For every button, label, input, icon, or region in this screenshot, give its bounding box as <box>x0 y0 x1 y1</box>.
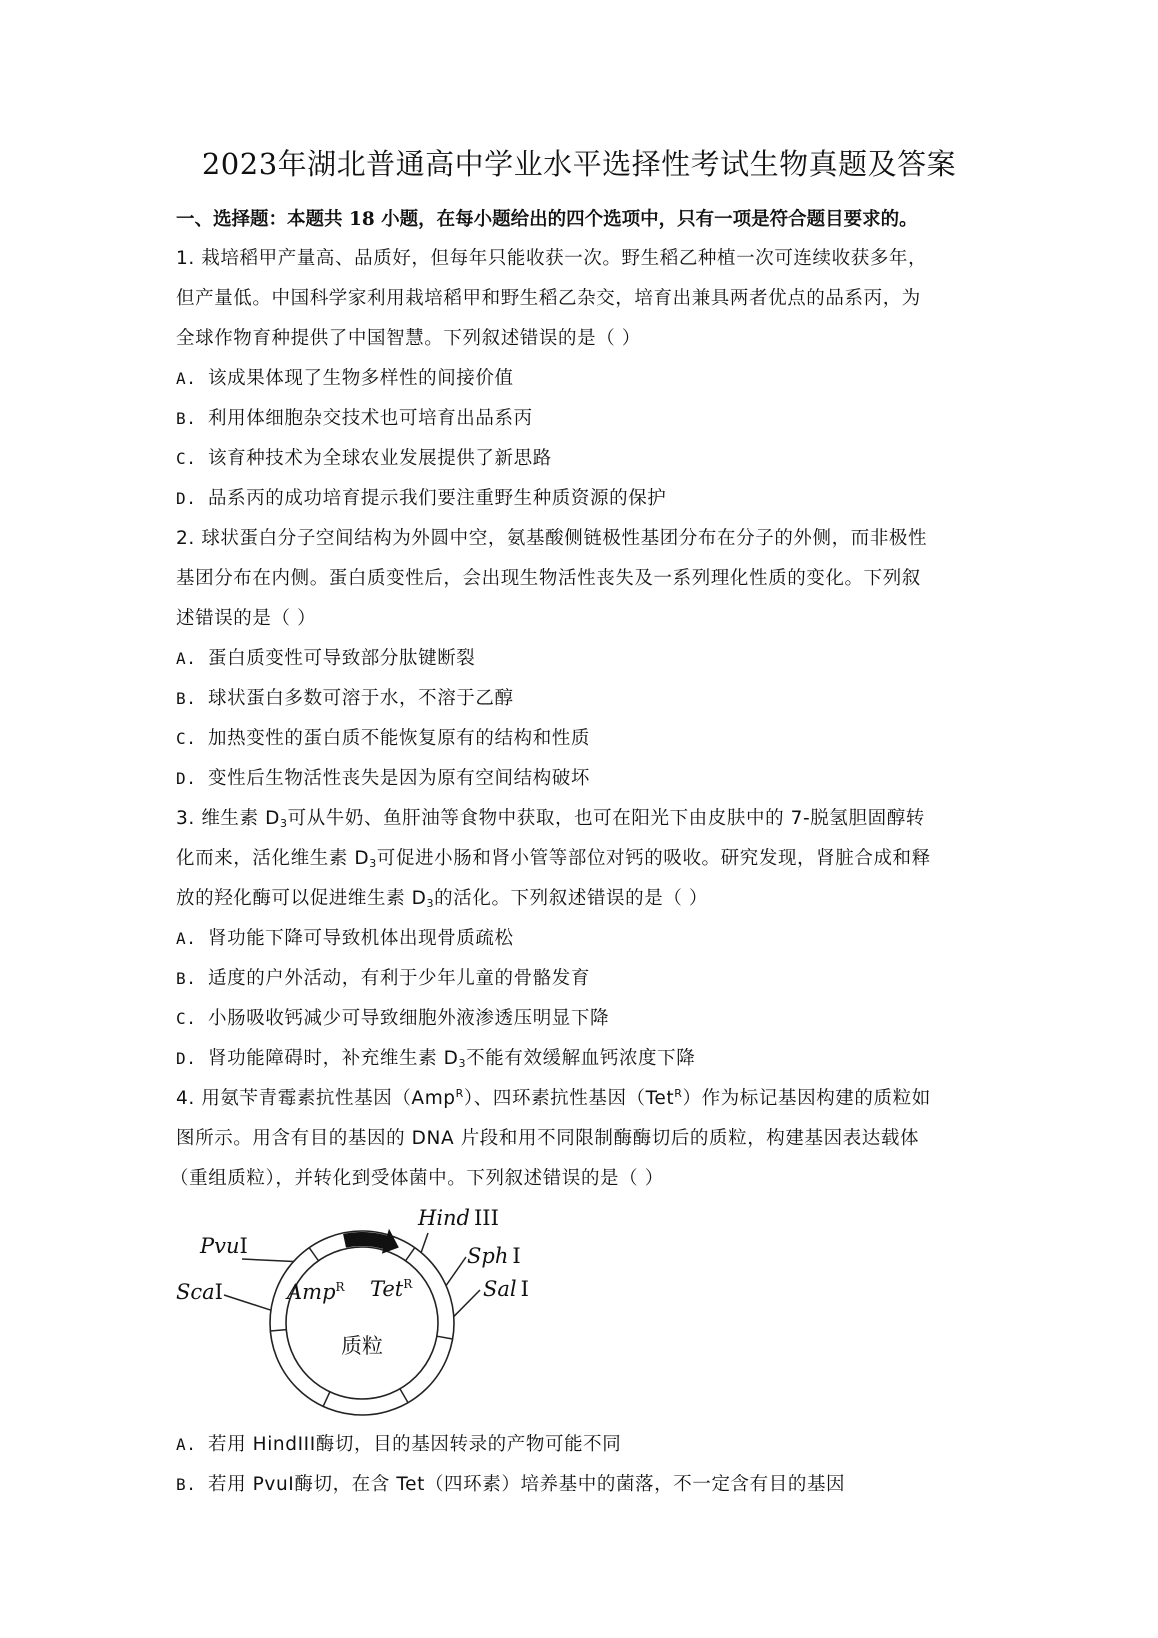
question-2-line: 述错误的是（ ） <box>176 608 317 629</box>
subscript: 3 <box>369 857 377 870</box>
text: 3. 维生素 D <box>176 808 280 829</box>
text: 放的羟化酶可以促进维生素 D <box>176 888 427 909</box>
option-letter: A. <box>176 649 197 668</box>
segment-divider <box>309 1248 318 1261</box>
option-2b <box>176 684 514 710</box>
plasmid-ring <box>270 1231 454 1415</box>
question-4-line <box>176 1084 931 1110</box>
superscript: R <box>674 1087 683 1100</box>
option-text: 不能有效缓解血钙浓度下降 <box>466 1048 696 1069</box>
label-plasmid: 质粒 <box>341 1334 383 1358</box>
label-tet-r: Tet$^R$ <box>370 1277 413 1301</box>
text: 化而来，活化维生素 D <box>176 848 370 869</box>
label-sal: Sal I <box>483 1277 529 1301</box>
option-2c <box>176 724 590 750</box>
question-2-line: 2. 球状蛋白分子空间结构为外圆中空，氨基酸侧链极性基团分布在分子的外侧，而非极性 <box>176 528 928 549</box>
plasmid-diagram <box>170 1195 570 1430</box>
option-letter: A. <box>176 1435 197 1454</box>
option-letter: D. <box>176 489 197 508</box>
question-2-line: 基团分布在内侧。蛋白质变性后，会出现生物活性丧失及一系列理化性质的变化。下列叙 <box>176 568 921 589</box>
question-1-line: 全球作物育种提供了中国智慧。下列叙述错误的是（ ） <box>176 328 641 349</box>
option-text: 肾功能障碍时，补充维生素 D <box>208 1048 459 1069</box>
sca-site-line <box>224 1295 271 1310</box>
hind-site-line <box>421 1233 428 1253</box>
segment-dividers <box>270 1248 452 1407</box>
superscript: R <box>455 1087 464 1100</box>
outer-circle <box>270 1231 454 1415</box>
label-hind: Hind III <box>418 1206 499 1230</box>
option-4a <box>176 1430 621 1456</box>
option-letter: C. <box>176 449 197 468</box>
option-text: 若用 HindIII酶切，目的基因转录的产物可能不同 <box>208 1434 622 1455</box>
text: 可促进小肠和肾小管等部位对钙的吸收。研究发现，肾脏合成和释 <box>376 848 931 869</box>
sal-site-line <box>454 1290 480 1317</box>
option-letter: B. <box>176 409 197 428</box>
option-2a <box>176 644 475 670</box>
subscript: 3 <box>458 1057 467 1070</box>
option-letter: C. <box>176 1009 197 1028</box>
subscript: 3 <box>426 897 435 910</box>
option-letter: A. <box>176 929 197 948</box>
option-1a <box>176 364 514 390</box>
option-text: 该育种技术为全球农业发展提供了新思路 <box>208 448 552 469</box>
option-text: 适度的户外活动，有利于少年儿童的骨骼发育 <box>208 968 591 989</box>
segment-divider <box>400 1389 408 1403</box>
text: 4. 用氨苄青霉素抗性基因（Amp <box>176 1088 456 1109</box>
option-1c <box>176 444 552 470</box>
text: 可从牛奶、鱼肝油等食物中获取，也可在阳光下由皮肤中的 7-脱氢胆固醇转 <box>287 808 925 829</box>
option-text: 加热变性的蛋白质不能恢复原有的结构和性质 <box>208 728 591 749</box>
question-3-line <box>176 804 925 830</box>
label-amp-r: Amp$^R$ <box>287 1280 345 1304</box>
option-letter: B. <box>176 969 197 988</box>
inner-circle <box>286 1247 438 1399</box>
segment-divider <box>270 1330 286 1331</box>
option-letter: C. <box>176 729 197 748</box>
option-text: 品系丙的成功培育提示我们要注重野生种质资源的保护 <box>208 488 667 509</box>
option-text: 该成果体现了生物多样性的间接价值 <box>208 368 514 389</box>
option-1d <box>176 484 666 510</box>
option-3c <box>176 1004 609 1030</box>
segment-divider <box>437 1336 453 1339</box>
option-letter: B. <box>176 1475 197 1494</box>
option-2d <box>176 764 590 790</box>
document-title: 2023年湖北普通高中学业水平选择性考试生物真题及答案 <box>201 147 957 181</box>
option-1b <box>176 404 533 430</box>
segment-divider <box>323 1392 330 1407</box>
pvu-site-line <box>242 1259 294 1261</box>
sph-site-line <box>446 1257 466 1286</box>
text: ）、四环素抗性基因（Tet <box>463 1088 675 1109</box>
text: ）作为标记基因构建的质粒如 <box>682 1088 931 1109</box>
question-3-line <box>176 884 708 910</box>
text: 的活化。下列叙述错误的是（ ） <box>434 888 709 909</box>
promoter-arrow-icon <box>343 1229 399 1254</box>
option-text: 蛋白质变性可导致部分肽键断裂 <box>208 648 476 669</box>
option-letter: D. <box>176 1049 197 1068</box>
option-text: 球状蛋白多数可溶于水，不溶于乙醇 <box>208 688 514 709</box>
option-3d <box>176 1044 695 1070</box>
question-3-line <box>176 844 931 870</box>
section-heading: 一、选择题：本题共 18 小题，在每小题给出的四个选项中，只有一项是符合题目要求的。 <box>176 209 918 230</box>
option-letter: B. <box>176 689 197 708</box>
segment-divider <box>406 1248 415 1261</box>
option-text: 肾功能下降可导致机体出现骨质疏松 <box>208 928 514 949</box>
question-1-line: 1. 栽培稻甲产量高、品质好，但每年只能收获一次。野生稻乙种植一次可连续收获多年， <box>176 248 928 269</box>
option-text: 小肠吸收钙减少可导致细胞外液渗透压明显下降 <box>208 1008 610 1029</box>
option-letter: D. <box>176 769 197 788</box>
subscript: 3 <box>279 817 288 830</box>
option-letter: A. <box>176 369 197 388</box>
question-1-line: 但产量低。中国科学家利用栽培稻甲和野生稻乙杂交，培育出兼具两者优点的品系丙，为 <box>176 288 921 309</box>
option-text: 利用体细胞杂交技术也可培育出品系丙 <box>208 408 533 429</box>
option-4b <box>176 1470 845 1496</box>
option-3a <box>176 924 514 950</box>
label-sca: ScaI <box>176 1280 223 1304</box>
question-4-line: 图所示。用含有目的基因的 DNA 片段和用不同限制酶酶切后的质粒，构建基因表达载体 <box>176 1128 920 1149</box>
option-text: 变性后生物活性丧失是因为原有空间结构破坏 <box>208 768 591 789</box>
option-text: 若用 PvuⅠ酶切，在含 Tet（四环素）培养基中的菌落，不一定含有目的基因 <box>208 1474 846 1495</box>
label-pvu: PvuI <box>200 1234 248 1258</box>
label-sph: Sph I <box>467 1244 521 1268</box>
option-3b <box>176 964 590 990</box>
question-4-line: （重组质粒），并转化到受体菌中。下列叙述错误的是（ ） <box>170 1168 664 1189</box>
